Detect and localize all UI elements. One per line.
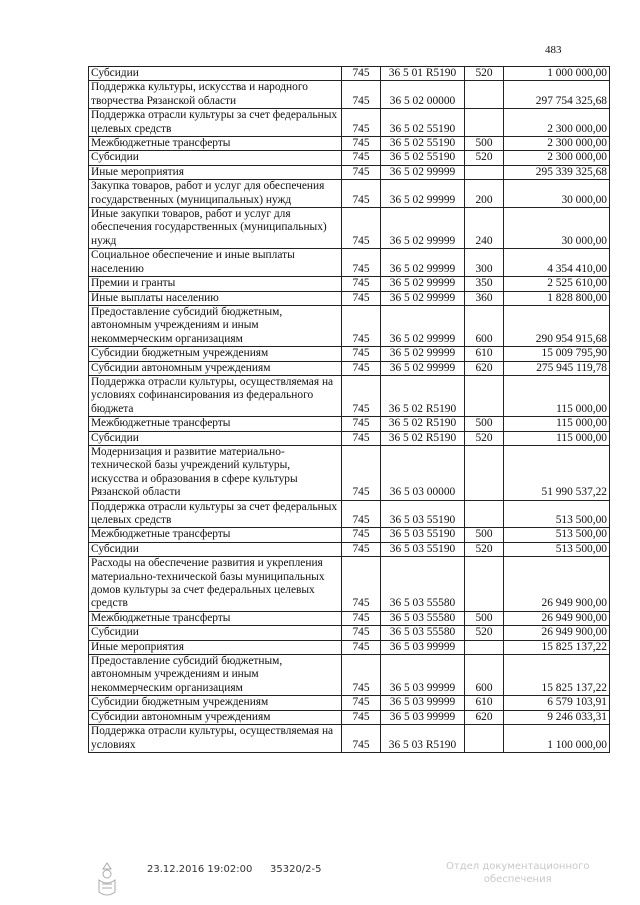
row-target-code: 36 5 03 99999 <box>381 696 465 710</box>
row-name: Субсидии автономным учреждениям <box>89 710 342 724</box>
watermark-line-2: обеспечения <box>483 874 552 885</box>
row-expense-type: 520 <box>465 542 504 556</box>
row-expense-type: 610 <box>465 696 504 710</box>
row-name: Модернизация и развитие материально-технической базы учреждений культуры, искусства и образования в сфере культуры Рязанской области <box>89 445 342 500</box>
row-expense-type: 300 <box>465 249 504 277</box>
row-amount: 15 009 795,90 <box>504 347 610 361</box>
row-target-code: 36 5 02 99999 <box>381 347 465 361</box>
row-expense-type <box>465 725 504 753</box>
row-amount: 26 949 900,00 <box>504 557 610 612</box>
row-name: Субсидии бюджетным учреждениям <box>89 696 342 710</box>
row-amount: 2 300 000,00 <box>504 109 610 137</box>
row-target-code: 36 5 03 99999 <box>381 640 465 654</box>
row-dept-code: 745 <box>342 347 381 361</box>
row-dept-code: 745 <box>342 165 381 179</box>
row-target-code: 36 5 02 R5190 <box>381 375 465 416</box>
row-target-code: 36 5 03 55580 <box>381 626 465 640</box>
table-row <box>89 431 610 445</box>
row-dept-code: 745 <box>342 375 381 416</box>
row-name: Субсидии <box>89 151 342 165</box>
table-row <box>89 67 610 81</box>
row-dept-code: 745 <box>342 305 381 346</box>
row-amount: 513 500,00 <box>504 542 610 556</box>
row-expense-type: 520 <box>465 626 504 640</box>
row-amount: 295 339 325,68 <box>504 165 610 179</box>
table-row <box>89 725 610 753</box>
row-target-code: 36 5 02 99999 <box>381 180 465 208</box>
row-dept-code: 745 <box>342 208 381 249</box>
row-expense-type: 350 <box>465 277 504 291</box>
row-dept-code: 745 <box>342 710 381 724</box>
row-target-code: 36 5 02 99999 <box>381 361 465 375</box>
row-name: Межбюджетные трансферты <box>89 417 342 431</box>
row-target-code: 36 5 03 00000 <box>381 445 465 500</box>
row-name: Субсидии <box>89 626 342 640</box>
row-name: Закупка товаров, работ и услуг для обеспечения государственных (муниципальных) нужд <box>89 180 342 208</box>
row-expense-type <box>465 375 504 416</box>
row-amount: 26 949 900,00 <box>504 611 610 625</box>
row-target-code: 36 5 03 55190 <box>381 542 465 556</box>
row-expense-type: 500 <box>465 528 504 542</box>
row-name: Субсидии <box>89 67 342 81</box>
row-amount: 15 825 137,22 <box>504 655 610 696</box>
row-amount: 115 000,00 <box>504 375 610 416</box>
row-expense-type <box>465 557 504 612</box>
row-dept-code: 745 <box>342 151 381 165</box>
row-amount: 51 990 537,22 <box>504 445 610 500</box>
row-target-code: 36 5 03 55190 <box>381 500 465 528</box>
row-target-code: 36 5 02 99999 <box>381 305 465 346</box>
row-amount: 1 100 000,00 <box>504 725 610 753</box>
row-dept-code: 745 <box>342 611 381 625</box>
row-expense-type: 620 <box>465 710 504 724</box>
row-name: Иные выплаты населению <box>89 291 342 305</box>
row-target-code: 36 5 03 55190 <box>381 528 465 542</box>
table-row <box>89 361 610 375</box>
row-dept-code: 745 <box>342 67 381 81</box>
table-row <box>89 151 610 165</box>
row-dept-code: 745 <box>342 655 381 696</box>
row-amount: 6 579 103,91 <box>504 696 610 710</box>
row-amount: 1 000 000,00 <box>504 67 610 81</box>
row-dept-code: 745 <box>342 249 381 277</box>
row-name: Расходы на обеспечение развития и укрепления материально-технической базы муниципальных домов культуры за счет федеральных целевых средств <box>89 557 342 612</box>
row-expense-type <box>465 445 504 500</box>
table-row <box>89 557 610 612</box>
row-expense-type: 240 <box>465 208 504 249</box>
row-amount: 2 300 000,00 <box>504 137 610 151</box>
row-dept-code: 745 <box>342 626 381 640</box>
table-row <box>89 291 610 305</box>
row-amount: 2 300 000,00 <box>504 151 610 165</box>
row-amount: 30 000,00 <box>504 208 610 249</box>
row-dept-code: 745 <box>342 277 381 291</box>
row-name: Межбюджетные трансферты <box>89 528 342 542</box>
row-target-code: 36 5 02 99999 <box>381 208 465 249</box>
row-target-code: 36 5 03 99999 <box>381 710 465 724</box>
row-expense-type <box>465 109 504 137</box>
row-name: Субсидии автономным учреждениям <box>89 361 342 375</box>
row-dept-code: 745 <box>342 361 381 375</box>
row-dept-code: 745 <box>342 180 381 208</box>
row-expense-type: 520 <box>465 431 504 445</box>
row-expense-type <box>465 500 504 528</box>
row-amount: 2 525 610,00 <box>504 277 610 291</box>
row-target-code: 36 5 02 55190 <box>381 109 465 137</box>
table-row <box>89 696 610 710</box>
row-name: Межбюджетные трансферты <box>89 137 342 151</box>
row-target-code: 36 5 03 55580 <box>381 611 465 625</box>
table-row <box>89 542 610 556</box>
row-amount: 115 000,00 <box>504 417 610 431</box>
table-row <box>89 375 610 416</box>
footer-doc-code: 35320/2-5 <box>270 864 322 875</box>
row-expense-type: 360 <box>465 291 504 305</box>
row-amount: 513 500,00 <box>504 500 610 528</box>
emblem-icon <box>92 860 122 900</box>
table-row <box>89 710 610 724</box>
row-target-code: 36 5 02 99999 <box>381 165 465 179</box>
row-expense-type <box>465 165 504 179</box>
row-target-code: 36 5 02 99999 <box>381 249 465 277</box>
row-name: Социальное обеспечение и иные выплаты населению <box>89 249 342 277</box>
footer-watermark <box>446 860 590 886</box>
row-name: Субсидии <box>89 431 342 445</box>
table-row <box>89 445 610 500</box>
row-dept-code: 745 <box>342 725 381 753</box>
row-amount: 115 000,00 <box>504 431 610 445</box>
table-row <box>89 208 610 249</box>
table-row <box>89 165 610 179</box>
row-dept-code: 745 <box>342 291 381 305</box>
row-name: Поддержка культуры, искусства и народного творчества Рязанской области <box>89 81 342 109</box>
table-row <box>89 180 610 208</box>
table-row <box>89 528 610 542</box>
row-dept-code: 745 <box>342 696 381 710</box>
row-target-code: 36 5 02 99999 <box>381 291 465 305</box>
row-target-code: 36 5 02 99999 <box>381 277 465 291</box>
row-expense-type: 600 <box>465 655 504 696</box>
row-expense-type: 610 <box>465 347 504 361</box>
row-target-code: 36 5 03 R5190 <box>381 725 465 753</box>
page-number: 483 <box>545 44 562 56</box>
row-expense-type: 520 <box>465 67 504 81</box>
row-amount: 513 500,00 <box>504 528 610 542</box>
budget-table-body <box>89 67 610 753</box>
watermark-line-1: Отдел документационного <box>446 861 590 872</box>
row-name: Предоставление субсидий бюджетным, автономным учреждениям и иным некоммерческим организациям <box>89 655 342 696</box>
row-amount: 1 828 800,00 <box>504 291 610 305</box>
table-row <box>89 109 610 137</box>
row-target-code: 36 5 01 R5190 <box>381 67 465 81</box>
table-row <box>89 655 610 696</box>
row-name: Субсидии <box>89 542 342 556</box>
row-amount: 290 954 915,68 <box>504 305 610 346</box>
row-name: Поддержка отрасли культуры, осуществляемая на условиях софинансирования из федерального бюджета <box>89 375 342 416</box>
row-name: Поддержка отрасли культуры, осуществляемая на условиях <box>89 725 342 753</box>
row-target-code: 36 5 03 99999 <box>381 655 465 696</box>
row-dept-code: 745 <box>342 542 381 556</box>
row-target-code: 36 5 03 55580 <box>381 557 465 612</box>
table-row <box>89 626 610 640</box>
budget-table <box>88 66 610 753</box>
row-target-code: 36 5 02 55190 <box>381 151 465 165</box>
row-dept-code: 745 <box>342 640 381 654</box>
row-dept-code: 745 <box>342 109 381 137</box>
row-dept-code: 745 <box>342 500 381 528</box>
row-expense-type: 500 <box>465 417 504 431</box>
table-row <box>89 611 610 625</box>
table-row <box>89 305 610 346</box>
row-name: Предоставление субсидий бюджетным, автономным учреждениям и иным некоммерческим организациям <box>89 305 342 346</box>
row-amount: 26 949 900,00 <box>504 626 610 640</box>
row-target-code: 36 5 02 00000 <box>381 81 465 109</box>
table-row <box>89 417 610 431</box>
row-amount: 4 354 410,00 <box>504 249 610 277</box>
row-amount: 275 945 119,78 <box>504 361 610 375</box>
row-name: Премии и гранты <box>89 277 342 291</box>
row-name: Межбюджетные трансферты <box>89 611 342 625</box>
row-name: Иные закупки товаров, работ и услуг для обеспечения государственных (муниципальных) нужд <box>89 208 342 249</box>
row-dept-code: 745 <box>342 528 381 542</box>
row-expense-type: 500 <box>465 137 504 151</box>
row-dept-code: 745 <box>342 557 381 612</box>
table-row <box>89 81 610 109</box>
row-name: Поддержка отрасли культуры за счет федеральных целевых средств <box>89 109 342 137</box>
row-target-code: 36 5 02 R5190 <box>381 431 465 445</box>
row-dept-code: 745 <box>342 81 381 109</box>
row-amount: 30 000,00 <box>504 180 610 208</box>
table-row <box>89 500 610 528</box>
row-expense-type: 500 <box>465 611 504 625</box>
row-dept-code: 745 <box>342 445 381 500</box>
row-expense-type <box>465 640 504 654</box>
row-expense-type: 200 <box>465 180 504 208</box>
row-amount: 297 754 325,68 <box>504 81 610 109</box>
row-name: Иные мероприятия <box>89 165 342 179</box>
row-expense-type: 600 <box>465 305 504 346</box>
table-row <box>89 347 610 361</box>
row-amount: 15 825 137,22 <box>504 640 610 654</box>
table-row <box>89 277 610 291</box>
row-name: Поддержка отрасли культуры за счет федеральных целевых средств <box>89 500 342 528</box>
table-row <box>89 640 610 654</box>
row-amount: 9 246 033,31 <box>504 710 610 724</box>
row-expense-type <box>465 81 504 109</box>
row-name: Субсидии бюджетным учреждениям <box>89 347 342 361</box>
table-row <box>89 137 610 151</box>
row-dept-code: 745 <box>342 137 381 151</box>
row-dept-code: 745 <box>342 417 381 431</box>
row-expense-type: 520 <box>465 151 504 165</box>
row-target-code: 36 5 02 55190 <box>381 137 465 151</box>
footer-datetime: 23.12.2016 19:02:00 <box>147 864 253 875</box>
row-name: Иные мероприятия <box>89 640 342 654</box>
table-row <box>89 249 610 277</box>
page-footer <box>0 860 640 905</box>
row-target-code: 36 5 02 R5190 <box>381 417 465 431</box>
row-dept-code: 745 <box>342 431 381 445</box>
row-expense-type: 620 <box>465 361 504 375</box>
